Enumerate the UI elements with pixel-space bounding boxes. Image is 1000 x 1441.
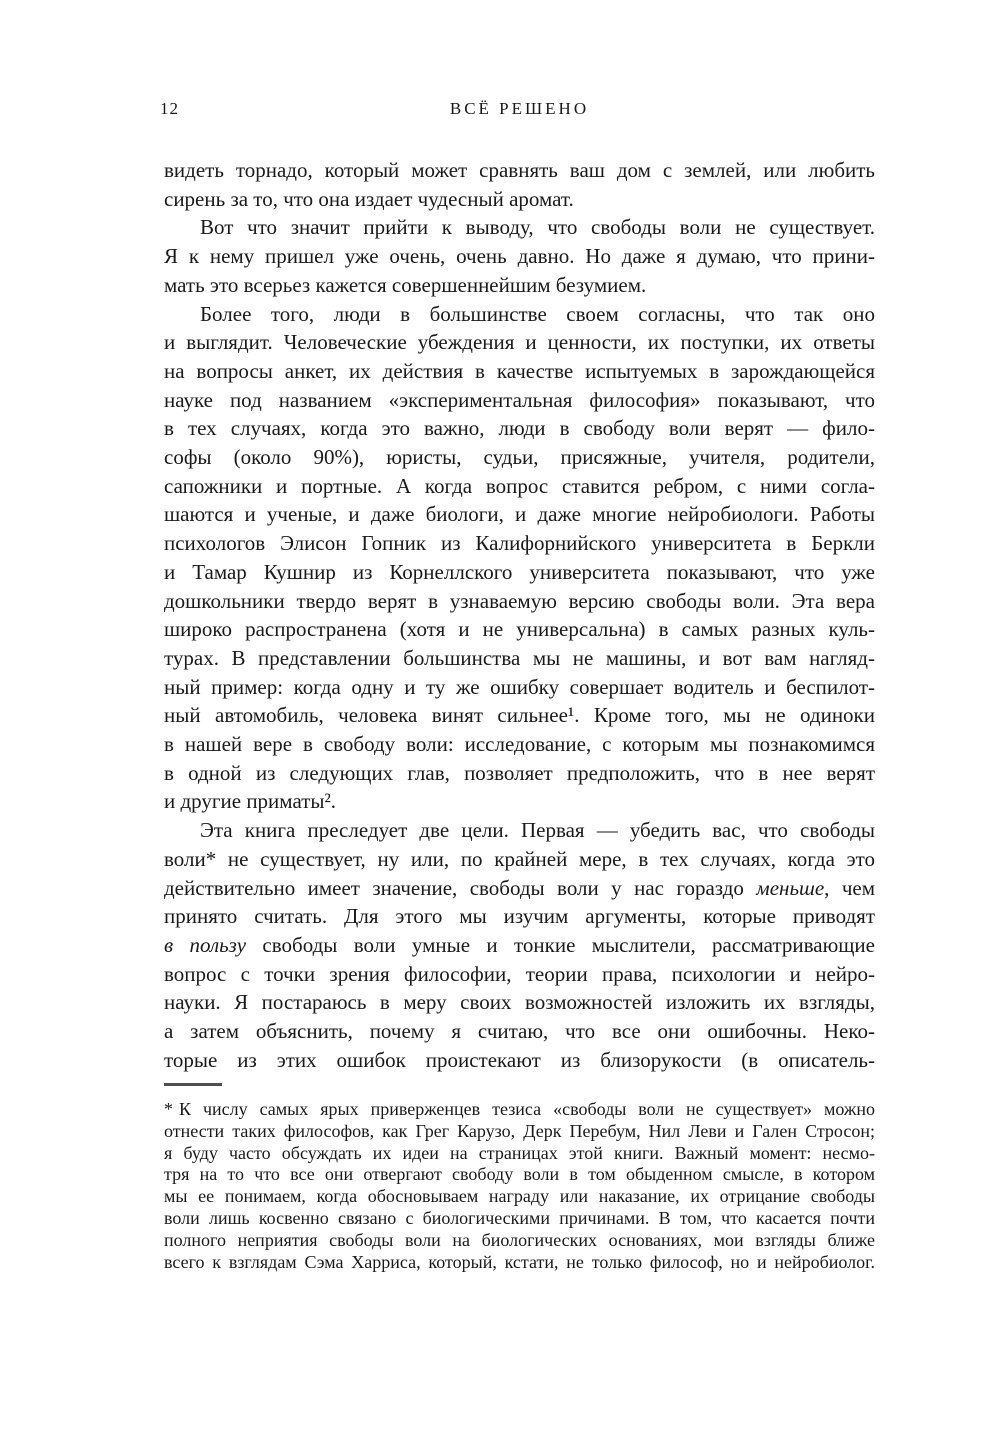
running-title: ВСЁ РЕШЕНО (449, 99, 590, 118)
text-line: воли* не существует, ну или, по крайней мере, в тех случаях, когда это (164, 846, 875, 871)
text-line: видеть торнадо, который может сравнять ваш дом с землей, или любить (164, 158, 875, 182)
text-line: и другие приматы². (164, 789, 337, 814)
text-line: и выглядит. Человеческие убеждения и ценности, их поступки, их ответы (164, 330, 875, 355)
footnote-line: * К числу самых ярых приверженцев тезиса «свободы воли не существует» можно (164, 1099, 875, 1119)
text-line: в нашей вере в свободу воли: исследование, с которым мы познакомимся (164, 732, 875, 757)
body-text (164, 156, 875, 1075)
text-line: ный автомобиль, человека винят сильнее¹. Кроме того, мы не одиноки (164, 703, 875, 728)
page-number: 12 (160, 99, 179, 118)
text-line: науки. Я постараюсь в меру своих возможностей изложить их взгляды, (164, 990, 875, 1015)
footnote-line: тря на то что все они отвергают свободу воли в том обыденном смысле, в котором (164, 1164, 875, 1185)
footnote (164, 1099, 875, 1273)
text-line: и Тамар Кушнир из Корнеллского университета показывают, что уже (164, 559, 875, 584)
footnote-line: всего к взглядам Сэма Харриса, который, кстати, не только философ, но и нейробиолог. (164, 1251, 875, 1272)
footnote-marker: * (164, 1099, 173, 1119)
text-line: Вот что значит прийти к выводу, что свободы воли не существует. (200, 215, 875, 240)
text-line: ный пример: когда одну и ту же ошибку совершает водитель и беспилот- (164, 674, 875, 699)
text-line: софы (около 90%), юристы, судьи, присяжные, учителя, родители, (164, 445, 875, 470)
footnote-separator (164, 1083, 222, 1086)
text-line: действительно имеет значение, свободы воли у нас гораздо меньше, чем (164, 875, 875, 900)
text-line: в одной из следующих глав, позволяет предположить, что в нее верят (164, 760, 875, 785)
footnote-line: мы ее понимаем, когда обосновываем награду или наказание, их отрицание свободы (164, 1186, 875, 1207)
text-line: а затем объяснить, почему я считаю, что все они ошибочны. Неко- (164, 1019, 875, 1044)
footnote-line: полного неприятия свободы воли на биологических основаниях, мои взгляды ближе (164, 1229, 875, 1250)
text-line: дошкольники твердо верят в узнаваемую версию свободы воли. Эта вера (164, 588, 875, 613)
text-line: шаются и ученые, и даже биологи, и даже многие нейробиологи. Работы (164, 502, 875, 527)
text-line: психологов Элисон Гопник из Калифорнийского университета в Беркли (164, 531, 875, 556)
text-line: вопрос с точки зрения философии, теории права, психологии и нейро- (164, 961, 875, 986)
text-line: сапожники и портные. А когда вопрос ставится ребром, с ними согла- (164, 473, 875, 498)
footnote-line: отнести таких философов, как Грег Карузо, Дерк Перебум, Нил Леви и Гален Стросон; (164, 1120, 875, 1141)
text-line: Эта книга преследует две цели. Первая — убедить вас, что свободы (200, 818, 875, 843)
text-line: Я к нему пришел уже очень, очень давно. Но даже я думаю, что прини- (164, 244, 875, 269)
text-line: сирень за то, что она издает чудесный аромат. (164, 186, 574, 211)
text-line: Более того, люди в большинстве своем согласны, что так оно (200, 301, 875, 326)
text-line: в тех случаях, когда это важно, люди в свободу воли верят — фило- (164, 416, 875, 441)
text-line: принято считать. Для этого мы изучим аргументы, которые приводят (164, 904, 875, 929)
text-line: в пользу свободы воли умные и тонкие мыслители, рассматривающие (164, 932, 875, 957)
text-line: торые из этих ошибок проистекают из близорукости (в описатель- (164, 1047, 875, 1072)
text-line: турах. В представлении большинства мы не машины, и вот вам нагляд- (164, 645, 875, 670)
footnote-line: воли лишь косвенно связано с биологическими причинами. В том, что касается почти (164, 1207, 875, 1228)
text-line: мать это всерьез кажется совершеннейшим безумием. (164, 272, 647, 297)
footnote-line: я буду часто обсуждать их идеи на страницах этой книги. Важный момент: несмо- (164, 1142, 875, 1163)
text-line: на вопросы анкет, их действия в качестве испытуемых в зарождающейся (164, 358, 875, 383)
text-line: широко распространена (хотя и не универсальна) в самых разных куль- (164, 617, 875, 642)
text-line: науке под названием «экспериментальная философия» показывают, что (164, 387, 875, 412)
